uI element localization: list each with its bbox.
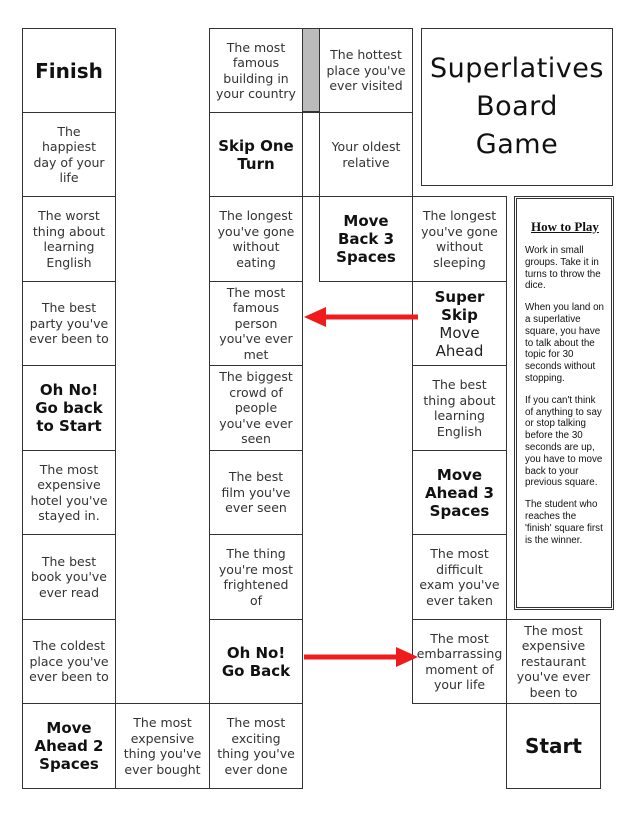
- square-label: The best film you've ever seen: [221, 469, 291, 516]
- square-best-book[interactable]: [22, 534, 116, 620]
- square-move-ahead-3[interactable]: [412, 450, 507, 535]
- arrow-left-icon: [302, 305, 420, 329]
- square-label: The most expensive restaurant you've ever been to: [516, 622, 591, 700]
- square-famous-building[interactable]: [209, 28, 303, 113]
- arrow-right-icon: [302, 645, 420, 669]
- square-longest-eating[interactable]: [209, 196, 303, 282]
- square-label: The most expensive thing you've ever bought: [123, 715, 202, 777]
- title-line: Board: [476, 91, 558, 122]
- square-label: Skip One Turn: [218, 136, 294, 173]
- square-label: The best book you've ever read: [31, 553, 107, 600]
- square-skip-one-turn[interactable]: [209, 112, 303, 197]
- square-label: The thing you're most frightened of: [218, 546, 294, 608]
- shaded-connector: [302, 28, 320, 112]
- square-longest-sleeping[interactable]: [412, 196, 507, 282]
- square-best-film[interactable]: [209, 450, 303, 535]
- square-label: Finish: [35, 58, 103, 83]
- how-to-play-heading: How to Play: [531, 219, 599, 234]
- square-expensive-restaurant[interactable]: [506, 619, 601, 704]
- rule-text: The student who reaches the 'finish' square first is the winner.: [525, 499, 603, 546]
- square-move-ahead-2[interactable]: [22, 703, 116, 789]
- square-label: The most famous person you've ever met: [219, 284, 293, 362]
- square-difficult-exam[interactable]: [412, 534, 507, 620]
- square-label: The most exciting thing you've ever done: [217, 715, 295, 777]
- square-label: The biggest crowd of people you've ever seen: [219, 369, 293, 447]
- square-famous-person[interactable]: [209, 281, 303, 366]
- title-line: Game: [475, 129, 559, 160]
- square-label: Move Ahead 3 Spaces: [425, 465, 494, 520]
- square-label: Your oldest relative: [331, 139, 401, 170]
- square-label: Start: [525, 734, 582, 758]
- square-label: The most expensive hotel you've stayed in.: [30, 461, 108, 523]
- square-expensive-hotel[interactable]: [22, 450, 116, 535]
- square-oldest-relative[interactable]: [319, 112, 413, 197]
- square-label: The worst thing about learning English: [32, 208, 106, 270]
- square-label: The most embarrassing moment of your life: [416, 630, 503, 692]
- square-label: Move Ahead 2 Spaces: [34, 719, 104, 773]
- square-label: Move Ahead: [435, 323, 484, 360]
- square-move-back-3[interactable]: [319, 196, 413, 282]
- square-super-skip[interactable]: [412, 281, 507, 366]
- square-label: The longest you've gone without eating: [217, 208, 295, 270]
- square-finish[interactable]: [22, 28, 116, 113]
- rule-text: If you can't think of anything to say or stop talking before the 30 seconds are up, you have to move back to your previous square.: [525, 394, 603, 489]
- square-best-english[interactable]: [412, 365, 507, 451]
- square-coldest-place[interactable]: [22, 619, 116, 704]
- square-biggest-crowd[interactable]: [209, 365, 303, 451]
- square-label: The most difficult exam you've ever taken: [419, 546, 500, 608]
- square-label: The longest you've gone without sleeping: [421, 208, 498, 270]
- square-start[interactable]: [506, 703, 601, 789]
- square-label-bold: Super Skip: [434, 287, 485, 324]
- square-label: The best thing about learning English: [423, 377, 496, 439]
- square-label: The coldest place you've ever been to: [29, 638, 109, 685]
- game-title: [430, 50, 604, 164]
- square-label: The happiest day of your life: [33, 123, 105, 185]
- square-best-party[interactable]: [22, 281, 116, 366]
- square-happiest-day[interactable]: [22, 112, 116, 197]
- connector-square: [302, 112, 320, 197]
- square-label: Oh No! Go back to Start: [35, 381, 103, 435]
- square-exciting-thing[interactable]: [209, 703, 303, 789]
- square-label: The best party you've ever been to: [29, 300, 109, 347]
- game-title-box: [421, 28, 613, 186]
- rule-text: Work in small groups. Take it in turns to throw the dice.: [525, 245, 601, 292]
- square-label: The hottest place you've ever visited: [326, 47, 406, 94]
- square-frightened[interactable]: [209, 534, 303, 620]
- square-oh-no-back[interactable]: [209, 619, 303, 704]
- square-oh-no-start[interactable]: [22, 365, 116, 451]
- how-to-play-panel: [514, 196, 614, 610]
- square-label: Oh No! Go Back: [221, 643, 291, 680]
- rule-text: When you land on a superlative square, you have to talk about the topic for 30 seconds without stopping.: [525, 302, 604, 384]
- square-label: Move Back 3 Spaces: [336, 212, 396, 266]
- square-label: The most famous building in your country: [216, 39, 296, 101]
- square-hottest-place[interactable]: [319, 28, 413, 113]
- square-worst-english[interactable]: [22, 196, 116, 282]
- square-expensive-thing[interactable]: [115, 703, 210, 789]
- square-embarrassing[interactable]: [412, 619, 507, 704]
- title-line: Superlatives: [430, 53, 604, 84]
